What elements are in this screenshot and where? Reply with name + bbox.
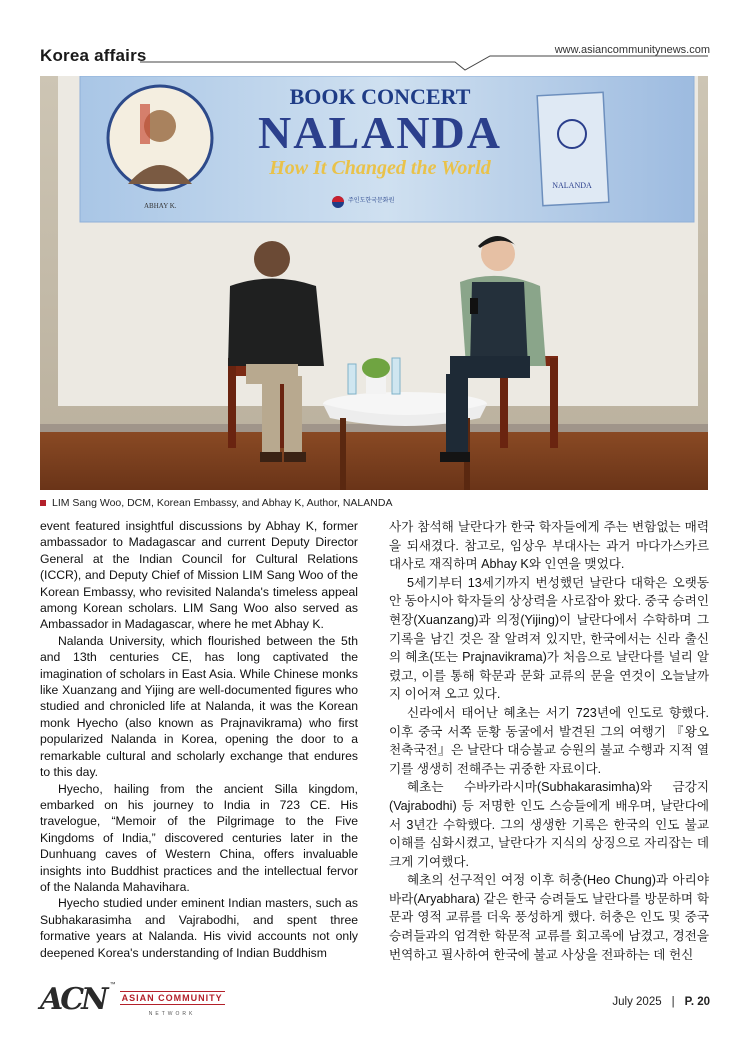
logo-text: ASIAN COMMUNITY [121,993,223,1003]
banner-main: NALANDA [258,107,502,158]
emblem-text: 주인도한국문화원 [348,197,395,204]
logo-sub: NETWORK [148,1011,196,1017]
english-paragraph: event featured insightful discussions by Abhay K, former ambassador to Madagascar and current Deputy Director General at the Indian Council for Cultural Relations (ICCR), and Deputy Chief of Mission LIM Sang Woo of the Korean Embassy, who revisited Nalanda's timeless appeal among Korean scholars. LIM Sang Woo also served as Ambassador in Madagascar, where he met Abhay K. [40,519,358,632]
korean-paragraph: 5세기부터 13세기까지 번성했던 날란다 대학은 오랫동안 동아시아 학자들의 상상력을 사로잡아 왔다. 중국 승려인 현장(Xuanzang)과 의정(Yijing)이 날란다에서 수학하며 그 기록을 남긴 것은 잘 알려져 있지만, 한국에서는 신라 출신의 혜초(또는 Prajnavikrama)가 처음으로 날란다를 널리 알렸고, 이를 통해 학문과 문화 교류의 문을 연것이 오늘날까지 이어져 오고 있다. [389,575,709,702]
author-label: ABHAY K. [144,202,177,210]
acn-logo[interactable] [40,982,225,1017]
issue-separator: | [671,996,675,1008]
korean-column [389,518,709,964]
event-photo-illustration [40,76,708,490]
korean-paragraph: 사가 참석해 날란다가 한국 학자들에게 주는 변함없는 매력을 되새겼다. 참고로, 임상우 부대사는 과거 마다가스카르 대사로 재직하며 Abhay K와 인연을 맺었다. [389,520,709,572]
event-photo [40,76,708,490]
logo-tm: ™ [109,982,116,988]
caption-text: LIM Sang Woo, DCM, Korean Embassy, and Abhay K, Author, NALANDA [52,497,393,509]
caption-bullet-icon [40,500,46,506]
book-label: NALANDA [552,181,592,190]
korean-paragraph: 혜초는 수바카라시마(Subhakarasimha)와 금강지(Vajrabodhi) 등 저명한 인도 스승들에게 배우며, 날란다에서 3년간 수학했다. 그의 생생한 기록은 한국의 인도 불교 이해를 심화시켰고, 날란다가 지식의 상징으로 자리잡는 데 크게 기여했다. [389,780,709,869]
photo-caption [40,497,392,509]
page-number: P. 20 [684,996,710,1008]
site-url[interactable]: www.asiancommunitynews.com [554,44,710,56]
logo-wordmark [120,991,225,1017]
english-column [40,518,358,961]
section-title: Korea affairs [40,46,147,65]
english-paragraph: Hyecho studied under eminent Indian masters, such as Subhakarasimha and Vajrabodhi, and spent three formative years at Nalanda. His vivid accounts not only deepened Korea's understanding of Indian Buddhism [40,896,358,960]
book-cover [537,92,609,205]
korean-paragraph: 혜초의 선구적인 여정 이후 허충(Heo Chung)과 아리야바라(Aryabhara) 같은 한국 승려들도 날란다를 방문하며 학문과 영적 교류를 더욱 풍성하게 했다. 허충은 인도 및 중국 승려들과의 엄격한 학문적 교류를 회고록에 남겼고, 경전을 번역하고 필사하여 한국에 불교 사상을 전파하는 데 헌신 [389,873,709,962]
banner-sub: How It Changed the World [269,157,491,179]
issue-date: July 2025 [612,996,662,1008]
korean-paragraph: 신라에서 태어난 혜초는 서기 723년에 인도로 향했다. 이후 중국 서쪽 둔황 동굴에서 발견된 그의 여행기 『왕오천축국전』은 날란다 대승불교 승원의 불교 수행과 지적 열기를 생생히 전해주는 귀중한 자료이다. [389,705,709,776]
page-header [0,0,748,75]
logo-mark: ACN [40,982,106,1017]
english-paragraph: Nalanda University, which flourished between the 5th and 13th centuries CE, has long captivated the imagination of scholars in East Asia. While Chinese monks like Xuanzang and Yijing are well-documented figures who studied and chronicled life at Nalanda, it was the Korean monk Hyecho (also known as Prajnavikrama) who first popularized Nalanda in Korea, opening the door to a remarkable cultural and scholarly exchange that endures to this day. [40,633,358,780]
banner-title: BOOK CONCERT [289,84,471,109]
issue-info [612,996,710,1008]
english-paragraph: Hyecho, hailing from the ancient Silla kingdom, embarked on his journey to India in 723 CE. His travelogue, “Memoir of the Pilgrimage to the Five Kingdoms of India,” discovered centuries later in the Dunhuang caves of Western China, offers invaluable insights into Buddhist practices and the intellectual fervor of the Nalanda Mahavihara. [40,781,358,894]
